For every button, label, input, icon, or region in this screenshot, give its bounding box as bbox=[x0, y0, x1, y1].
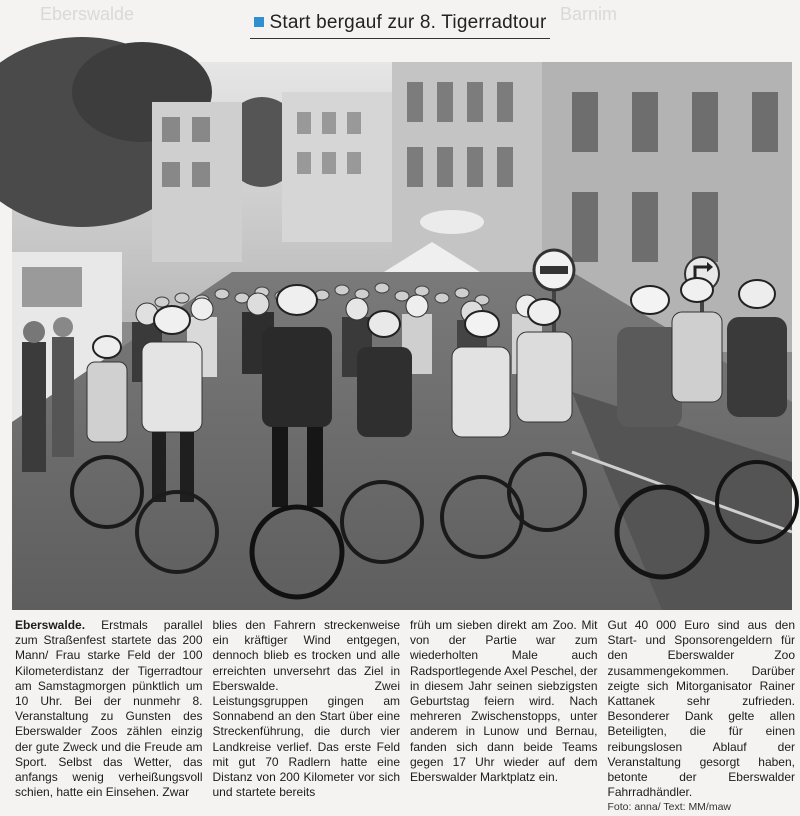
article-column-2 bbox=[213, 618, 401, 816]
cycling-crowd-photo-icon bbox=[12, 62, 792, 610]
ghost-text-right: Barnim bbox=[560, 4, 618, 24]
article-column-1 bbox=[15, 618, 203, 816]
blue-square-icon bbox=[254, 17, 264, 27]
article-column-4-text: Gut 40 000 Euro sind aus den Start- und Sponsorengeldern für den Eberswalder Zoo zusammengekommen. Darüber zeigte sich Mitorganisator Rainer Kattanek sehr zufrieden. Besonderer Dank gelte allen Beteiligten, die für einen reibungslosen Ablauf der Veranstaltung gesorgt haben, betonte der Eberswalder Fahrradhändler. bbox=[607, 618, 795, 800]
article-column-3 bbox=[410, 618, 598, 816]
ghost-text-left: Eberswalde bbox=[40, 4, 135, 24]
article-column-4 bbox=[608, 618, 796, 816]
article-dateline: Eberswalde. bbox=[15, 618, 86, 632]
article-headline bbox=[0, 12, 800, 46]
article-column-3-text: früh um sieben direkt am Zoo. Mit von der Partie war zum wiederholten Male auch Radsportlegende Axel Peschel, der in diesem Jahr seinen siebzigsten Geburtstag feiern wird. Nach mehreren Zwischenstopps, unter anderem in Lunow und Bernau, fanden sich dann beide Teams gegen 17 Uhr wieder auf dem Eberswalder Marktplatz ein. bbox=[410, 618, 598, 785]
article-column-1-text: Erstmals parallel zum Straßenfest startete das 200 Mann/ Frau starke Feld der 100 Kilometerdistanz der Tigerradtour am Samstagmorgen pünktlich um 10 Uhr. Bei der nunmehr 8. Veranstaltung zu Gunsten des Eberswalder Zoos zählen einzig der gute Zweck und die Freude am Sport. Selbst das Wetter, das anfangs wenig verheißungsvoll schien, hatte ein Einsehen. Zwar bbox=[15, 618, 203, 800]
photo-credit: Foto: anna/ Text: MM/maw bbox=[607, 801, 732, 814]
article-body bbox=[15, 618, 795, 816]
article-photo bbox=[12, 62, 792, 610]
article-column-2-text: blies den Fahrern streckenweise ein kräftiger Wind entgegen, dennoch blieb es trocken und alle erreichten unversehrt das Ziel in Eberswalde. Zwei Leistungsgruppen gingen am Sonnabend an den Start über eine Streckenführung, die durch vier Landkreise verlief. Das erste Feld mit gut 70 Radlern hatte eine Distanz von 200 Kilometer vor sich und startete bereits bbox=[212, 618, 400, 800]
headline-text: Start bergauf zur 8. Tigerradtour bbox=[269, 12, 547, 33]
